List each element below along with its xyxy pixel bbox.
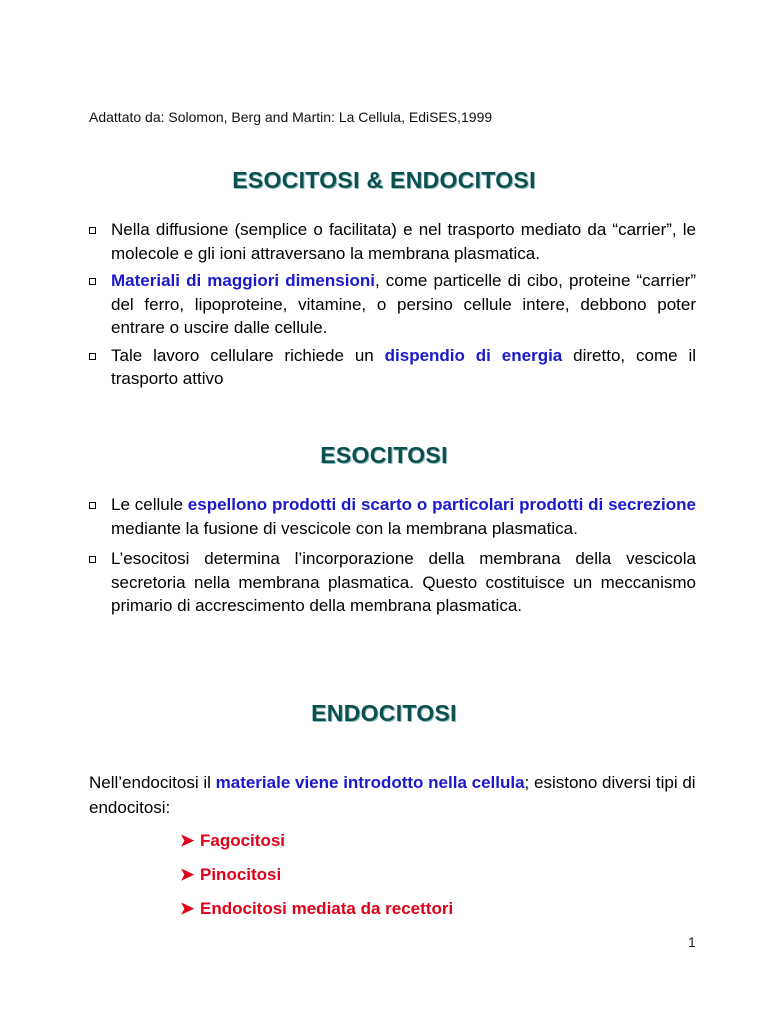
bullet-text: L’esocitosi determina l’incorporazione della membrana della vescicola secretoria nella membrana plasmatica. Questo costituisce un meccanismo primario di accrescimento della membrana plasmatica.	[111, 549, 696, 615]
arrow-bullet-icon: ➤	[180, 899, 195, 918]
esocitosi-bullet	[89, 547, 696, 618]
arrow-bullet-icon: ➤	[180, 831, 195, 850]
bullet-text: Le cellule	[111, 495, 188, 514]
endocitosi-paragraph	[89, 770, 696, 820]
endocitosi-type-item	[180, 865, 281, 885]
esocitosi-heading: ESOCITOSI	[320, 442, 448, 468]
esocitosi-bullet	[89, 493, 696, 540]
main-heading: ESOCITOSI & ENDOCITOSI	[232, 167, 536, 193]
square-bullet-icon	[89, 278, 96, 285]
intro-bullet	[89, 269, 696, 340]
paragraph-text: Nell’endocitosi il	[89, 773, 216, 792]
type-label: Pinocitosi	[200, 865, 282, 884]
square-bullet-icon	[89, 227, 96, 234]
paragraph-text: ; esistono diversi tipi di endocitosi:	[89, 773, 696, 817]
esocitosi-bullet-list	[89, 493, 696, 618]
type-label: Fagocitosi	[200, 831, 286, 850]
highlight-text: dispendio di energia	[384, 345, 563, 365]
intro-bullet-list	[89, 218, 696, 391]
bullet-text: Tale lavoro cellulare richiede un	[111, 345, 385, 365]
page-number: 1	[688, 934, 696, 950]
type-label: Endocitosi mediata da recettori	[200, 899, 454, 918]
intro-bullet	[89, 218, 696, 265]
endocitosi-type-item	[180, 899, 453, 919]
endocitosi-heading: ENDOCITOSI	[311, 700, 457, 726]
square-bullet-icon	[89, 353, 96, 360]
bullet-text: mediante la fusione di vescicole con la membrana plasmatica.	[111, 518, 578, 538]
square-bullet-icon	[89, 502, 96, 509]
highlight-text: materiale viene introdotto nella cellula	[215, 773, 525, 792]
bullet-text: diretto, come il trasporto attivo	[111, 345, 696, 388]
square-bullet-icon	[89, 556, 96, 563]
arrow-bullet-icon: ➤	[180, 865, 195, 884]
source-citation: Adattato da: Solomon, Berg and Martin: La Cellula, EdiSES,1999	[89, 109, 493, 125]
endocitosi-type-item	[180, 831, 285, 851]
highlight-text: espellono prodotti di scarto o particolari prodotti di secrezione	[187, 495, 696, 514]
highlight-text: Materiali di maggiori dimensioni	[111, 271, 375, 290]
bullet-text: Nella diffusione (semplice o facilitata) e nel trasporto mediato da “carrier”, le molecole e gli ioni attraversano la membrana plasmatica.	[111, 220, 696, 263]
intro-bullet	[89, 344, 696, 391]
bullet-text: , come particelle di cibo, proteine “carrier” del ferro, lipoproteine, vitamine, o persino cellule intere, debbono poter entrare o uscire dalle cellule.	[111, 271, 697, 337]
